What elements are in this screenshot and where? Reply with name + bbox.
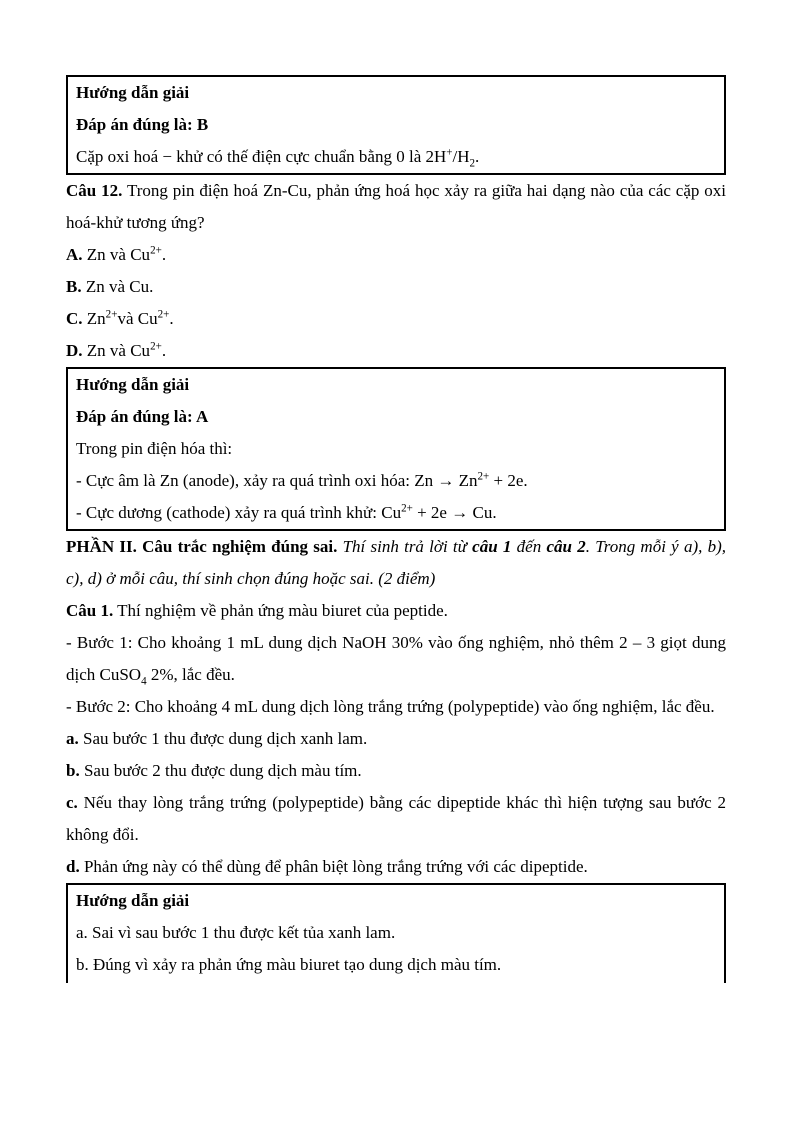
solution-title: Hướng dẫn giải <box>76 891 190 910</box>
question-12-option-d: D. Zn và $Cu^{2+}$. <box>66 340 167 360</box>
question-1-step-1: - Bước 1: Cho khoảng 1 mL dung dịch NaOH 30% vào ống nghiệm, nhỏ thêm 2 – 3 giọt dung dịch CuSO$_4$ 2%, lắc đều. <box>66 633 726 688</box>
question-1-step-2: - Bước 2: Cho khoảng 4 mL dung dịch lòng trắng trứng (polypeptide) vào ống nghiệm, lắc đều. <box>66 697 715 716</box>
solution-box-q12 <box>66 367 726 531</box>
page-content <box>66 75 726 983</box>
solution-title: Hướng dẫn giải <box>76 83 190 102</box>
question-1-item-d: d. Phản ứng này có thể dùng để phân biệt lòng trắng trứng với các dipeptide. <box>66 857 588 876</box>
solution-title: Hướng dẫn giải <box>76 375 190 394</box>
solution-item-a: a. Sai vì sau bước 1 thu được kết tủa xanh lam. <box>76 923 396 942</box>
solution-text: Trong pin điện hóa thì: <box>76 439 233 458</box>
question-12-option-a: A. Zn và $Cu^{2+}$. <box>66 244 167 264</box>
part-2-heading: PHẦN II. Câu trắc nghiệm đúng sai. Thí sinh trả lời từ câu 1 đến câu 2. Trong mỗi ý a), b), c), d) ở mỗi câu, thí sinh chọn đúng hoặc sai. (2 điểm) <box>66 537 727 588</box>
solution-box-q11 <box>66 75 726 175</box>
question-1-item-b: b. Sau bước 2 thu được dung dịch màu tím. <box>66 761 362 780</box>
question-12-option-c: C. $Zn^{2+}và$ $Cu^{2+}$. <box>66 308 174 328</box>
solution-text: Cặp oxi hoá − khử có thế điện cực chuẩn bằng 0 là $2H^+/H_2$. <box>76 146 480 170</box>
solution-box-q1 <box>66 883 726 983</box>
question-1-item-c: c. Nếu thay lòng trắng trứng (polypeptide) bằng các dipeptide khác thì hiện tượng sau bước 2 không đổi. <box>66 793 726 844</box>
solution-text: - Cực dương (cathode) xảy ra quá trình khử: $Cu^{2+} + 2e \to Cu$. <box>76 502 497 522</box>
question-1-stem: Câu 1. Thí nghiệm về phản ứng màu biuret của peptide. <box>66 601 448 620</box>
question-12-stem: Câu 12. Trong pin điện hoá Zn-Cu, phản ứng hoá học xảy ra giữa hai dạng nào của các cặp oxi hoá-khử tương ứng? <box>66 181 727 232</box>
answer-line: Đáp án đúng là: B <box>76 115 209 134</box>
question-1-item-a: a. Sau bước 1 thu được dung dịch xanh lam. <box>66 729 368 748</box>
question-12-option-b: B. Zn và Cu. <box>66 277 154 296</box>
solution-text: - Cực âm là Zn (anode), xảy ra quá trình oxi hóa: $Zn \to Zn^{2+} + 2e$. <box>76 470 528 490</box>
answer-line: Đáp án đúng là: A <box>76 407 209 426</box>
solution-item-b: b. Đúng vì xảy ra phản ứng màu biuret tạo dung dịch màu tím. <box>76 955 502 974</box>
